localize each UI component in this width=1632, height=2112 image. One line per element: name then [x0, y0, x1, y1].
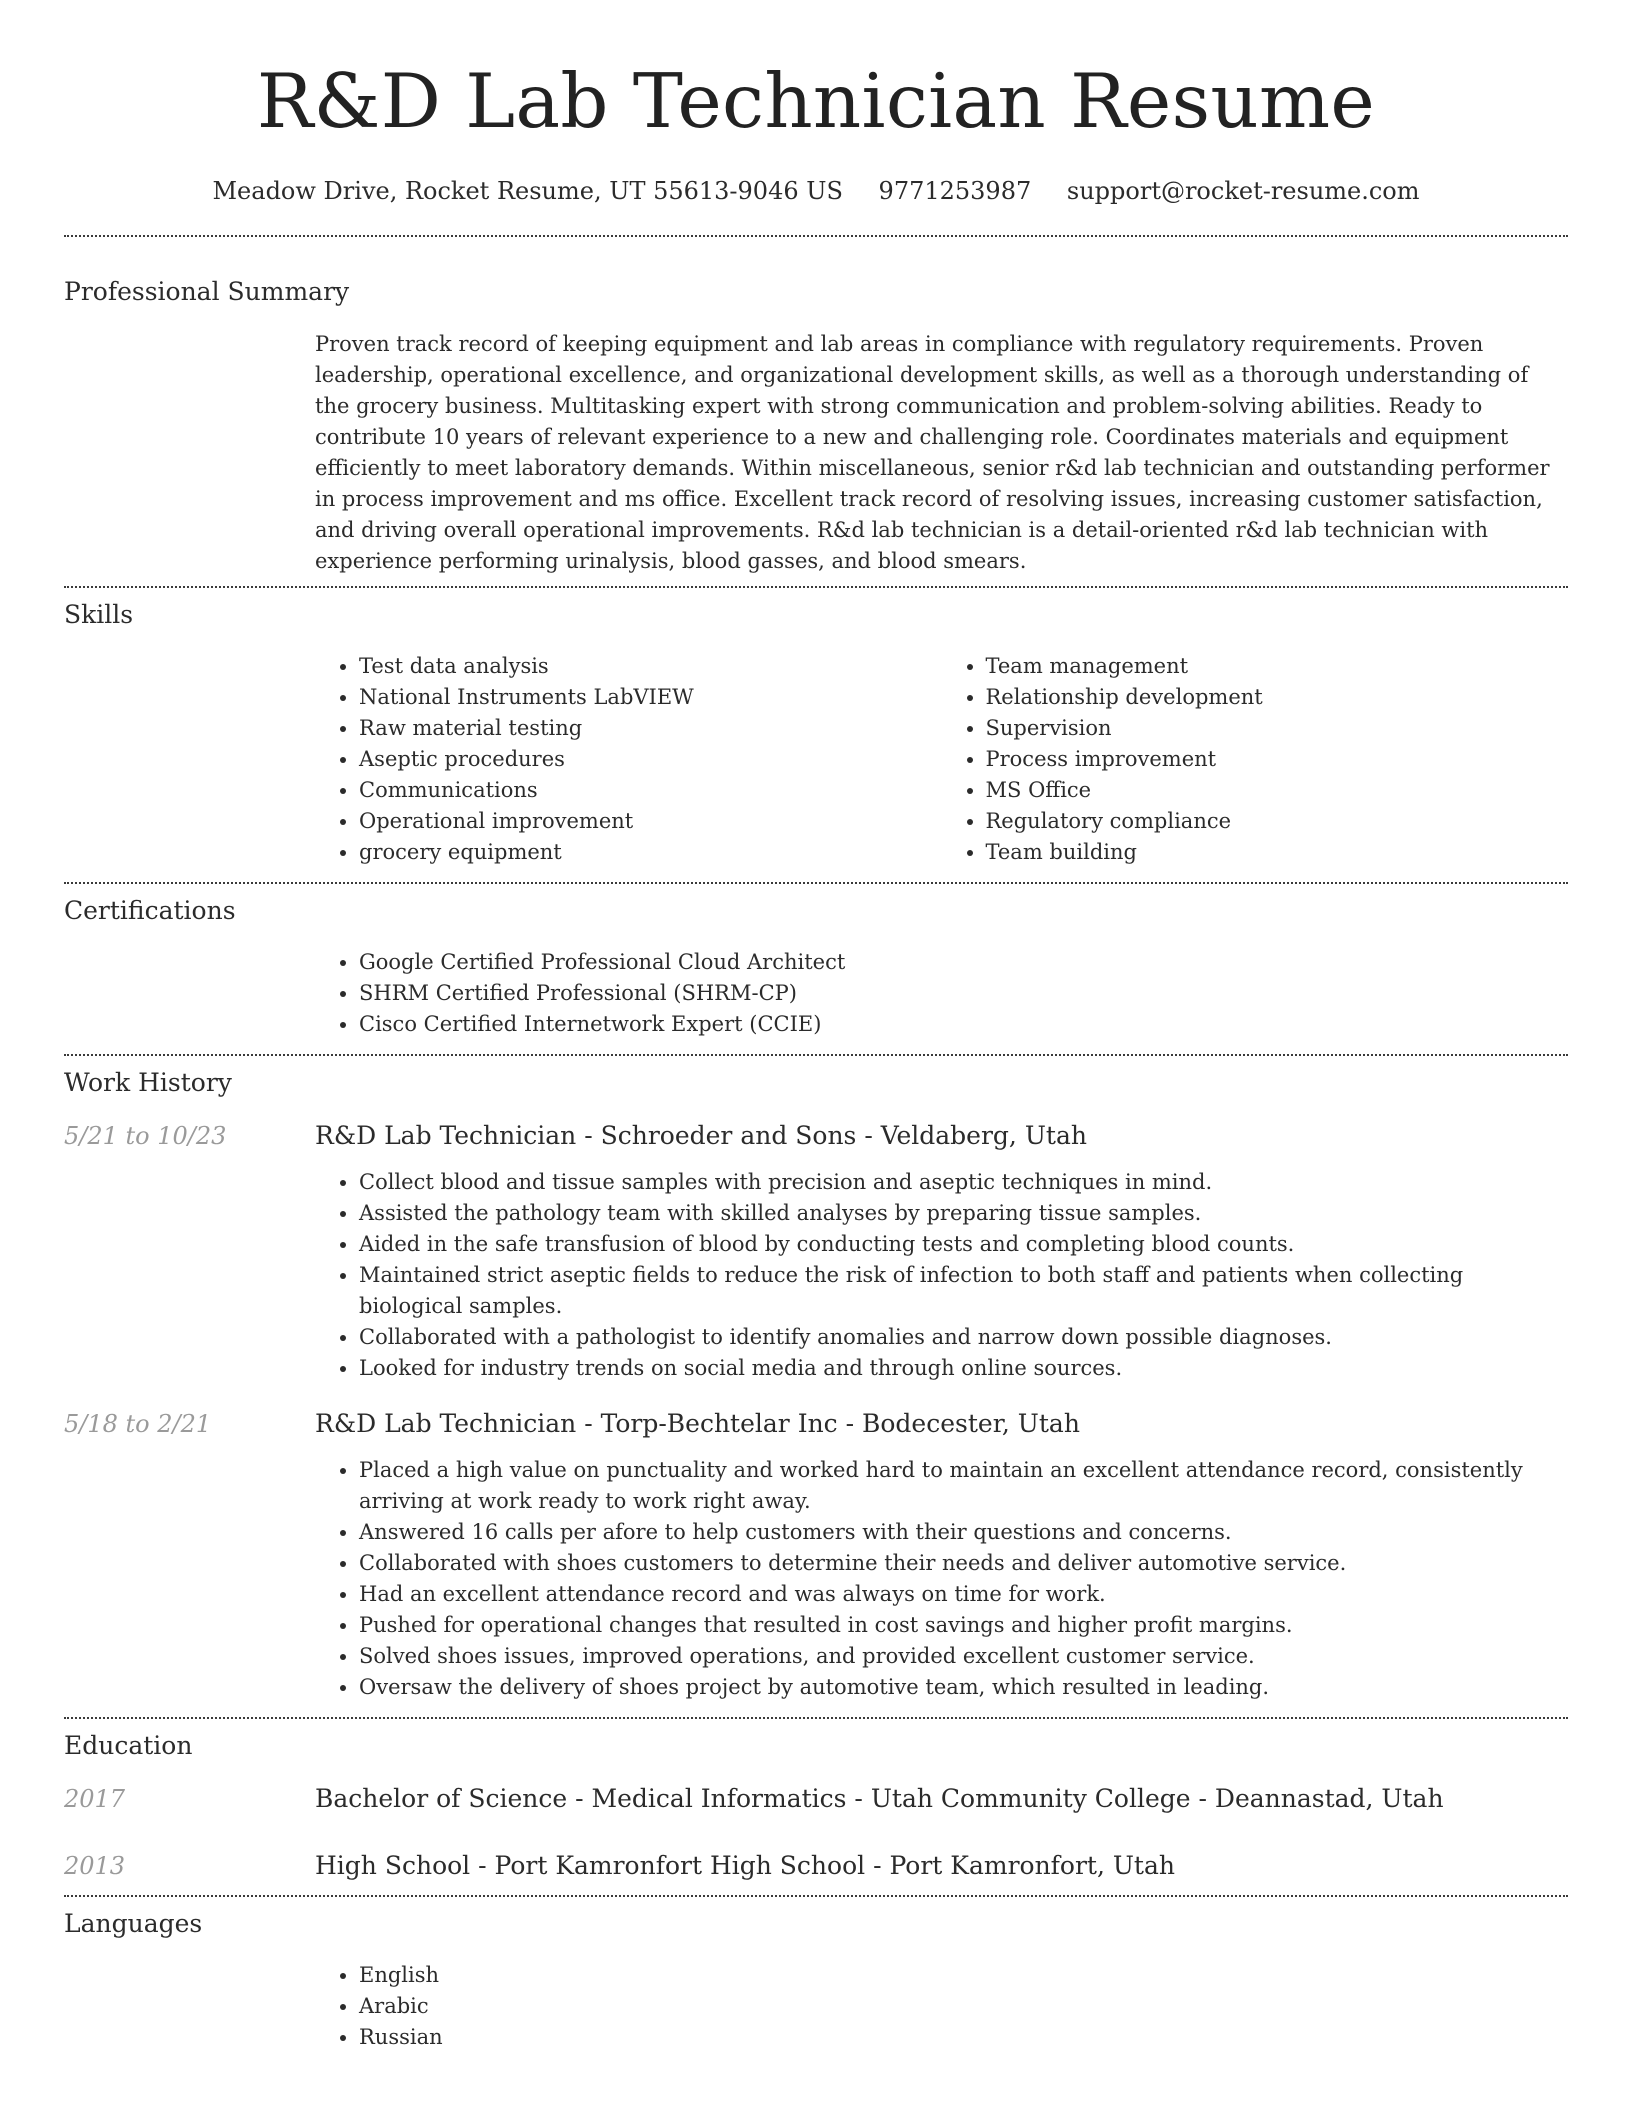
job-duty: • Looked for industry trends on social media and through online sources. [359, 1353, 1568, 1384]
education-title: High School - Port Kamronfort High School - Port Kamronfort, Utah [315, 1851, 1175, 1880]
job-duty: • Assisted the pathology team with skilled analyses by preparing tissue samples. [359, 1198, 1568, 1229]
job-duties-list [315, 1167, 1568, 1384]
section-divider [64, 1717, 1568, 1719]
education-year: 2017 [64, 1785, 126, 1813]
contact-phone: 9771253987 [878, 177, 1032, 205]
job-duty: • Oversaw the delivery of shoes project by automotive team, which resulted in leading. [359, 1672, 1568, 1703]
job-duties [315, 1167, 1568, 1384]
education-year: 2013 [64, 1852, 126, 1880]
job-dates: 5/18 to 2/21 [64, 1410, 212, 1438]
section-divider [64, 1895, 1568, 1897]
skills-grid [315, 651, 1568, 868]
job-title: R&D Lab Technician - Schroeder and Sons - Veldaberg, Utah [315, 1121, 1087, 1150]
skill-item: • Process improvement [986, 744, 1569, 775]
job-duty: • Solved shoes issues, improved operations, and provided excellent customer service. [359, 1641, 1568, 1672]
education-entry [64, 1849, 1568, 1883]
job-duty: • Pushed for operational changes that resulted in cost savings and higher profit margins. [359, 1610, 1568, 1641]
section-divider [64, 586, 1568, 588]
skill-item: • Supervision [986, 713, 1569, 744]
contact-line [64, 174, 1568, 208]
skills-list-right [942, 651, 1569, 868]
work-history-heading: Work History [64, 1068, 232, 1097]
skill-item: • Aseptic procedures [359, 744, 942, 775]
certification-item: • Google Certified Professional Cloud Architect [359, 947, 1568, 978]
job-entry [64, 1407, 1568, 1441]
skill-item: • Test data analysis [359, 651, 942, 682]
education-heading: Education [64, 1731, 193, 1760]
job-duty: • Maintained strict aseptic fields to reduce the risk of infection to both staff and patients when collecting biological samples. [359, 1260, 1568, 1322]
education-title: Bachelor of Science - Medical Informatics - Utah Community College - Deannastad, Utah [315, 1784, 1444, 1813]
education-entry [64, 1782, 1568, 1816]
skills-list-left [315, 651, 942, 868]
skills-heading: Skills [64, 600, 134, 629]
job-duty: • Had an excellent attendance record and was always on time for work. [359, 1579, 1568, 1610]
contact-email: support@rocket-resume.com [1066, 177, 1420, 205]
job-duties [315, 1455, 1568, 1703]
languages-list [315, 1960, 1568, 2053]
job-duties-list [315, 1455, 1568, 1703]
summary-heading: Professional Summary [64, 277, 350, 306]
skill-item: • Team building [986, 837, 1569, 868]
job-duty: • Answered 16 calls per afore to help customers with their questions and concerns. [359, 1517, 1568, 1548]
job-duty: • Aided in the safe transfusion of blood by conducting tests and completing blood counts. [359, 1229, 1568, 1260]
section-divider [64, 235, 1568, 237]
job-duty: • Collaborated with shoes customers to determine their needs and deliver automotive service. [359, 1548, 1568, 1579]
section-divider [64, 1054, 1568, 1056]
language-item: • Arabic [359, 1991, 1568, 2022]
resume-title: R&D Lab Technician Resume [256, 57, 1376, 145]
summary-section [315, 329, 1568, 577]
job-dates: 5/21 to 10/23 [64, 1122, 227, 1150]
certification-item: • Cisco Certified Internetwork Expert (CCIE) [359, 1009, 1568, 1040]
certifications-section [315, 947, 1568, 1040]
summary-text: Proven track record of keeping equipment and lab areas in compliance with regulatory requirements. Proven leadership, operational excellence, and organizational development skills, as well as a thorough understanding of the grocery business. Multitasking expert with strong communication and problem-solving abilities. Ready to contribute 10 years of relevant experience to a new and challenging role. Coordinates materials and equipment efficiently to meet laboratory demands. Within miscellaneous, senior r&d lab technician and outstanding performer in process improvement and ms office. Excellent track record of resolving issues, increasing customer satisfaction, and driving overall operational improvements. R&d lab technician is a detail-oriented r&d lab technician with experience performing urinalysis, blood gasses, and blood smears. [315, 332, 1550, 573]
languages-section [315, 1960, 1568, 2053]
skill-item: • Operational improvement [359, 806, 942, 837]
skill-item: • Regulatory compliance [986, 806, 1569, 837]
job-duty: • Placed a high value on punctuality and worked hard to maintain an excellent attendance record, consistently arriving at work ready to work right away. [359, 1455, 1568, 1517]
job-duty: • Collaborated with a pathologist to identify anomalies and narrow down possible diagnoses. [359, 1322, 1568, 1353]
certifications-list [315, 947, 1568, 1040]
job-duty: • Collect blood and tissue samples with precision and aseptic techniques in mind. [359, 1167, 1568, 1198]
skill-item: • Team management [986, 651, 1569, 682]
certification-item: • SHRM Certified Professional (SHRM-CP) [359, 978, 1568, 1009]
skill-item: • MS Office [986, 775, 1569, 806]
skill-item: • Communications [359, 775, 942, 806]
certifications-heading: Certifications [64, 896, 236, 925]
language-item: • Russian [359, 2022, 1568, 2053]
languages-heading: Languages [64, 1909, 203, 1938]
job-title: R&D Lab Technician - Torp-Bechtelar Inc - Bodecester, Utah [315, 1409, 1080, 1438]
skill-item: • grocery equipment [359, 837, 942, 868]
contact-address: Meadow Drive, Rocket Resume, UT 55613-9046 US [212, 177, 843, 205]
skill-item: • Relationship development [986, 682, 1569, 713]
language-item: • English [359, 1960, 1568, 1991]
job-entry [64, 1119, 1568, 1153]
skill-item: • National Instruments LabVIEW [359, 682, 942, 713]
section-divider [64, 882, 1568, 884]
skill-item: • Raw material testing [359, 713, 942, 744]
